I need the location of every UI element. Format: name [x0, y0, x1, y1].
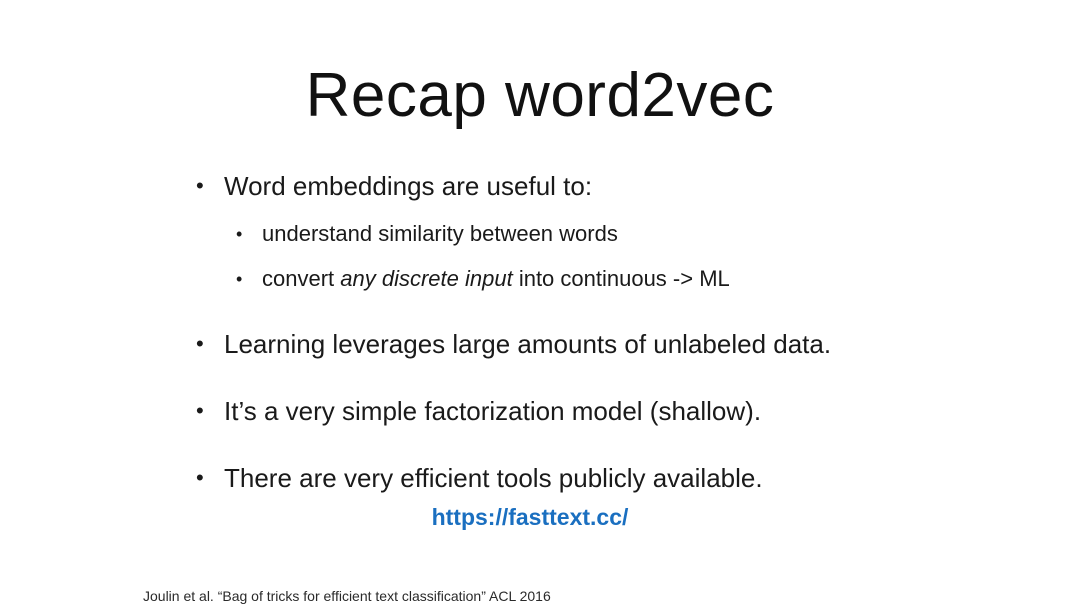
sub-bullet-text: understand similarity between words	[262, 221, 618, 246]
sub-bullet-suffix: into continuous -> ML	[512, 266, 730, 291]
citation: Joulin et al. “Bag of tricks for efficient text classification” ACL 2016	[143, 588, 551, 604]
sub-bullet-emphasis: any discrete input	[340, 266, 513, 291]
bullet-icon: •	[196, 465, 204, 490]
sub-bullet-prefix: convert	[262, 266, 341, 291]
bullet-text: Learning leverages large amounts of unlabeled data.	[224, 329, 832, 359]
bullet-icon: •	[196, 331, 204, 356]
fasttext-link[interactable]: https://fasttext.cc/	[431, 504, 629, 530]
bullet-icon: •	[196, 398, 204, 423]
bullet-text: It’s a very simple factorization model (shallow).	[224, 396, 762, 426]
bullet-text: Word embeddings are useful to:	[224, 171, 593, 201]
bullet-icon: •	[236, 224, 243, 244]
bullet-icon: •	[196, 173, 204, 198]
sub-bullet-text	[262, 264, 730, 294]
slide-title: Recap word2vec	[305, 61, 775, 130]
bullet-text: There are very efficient tools publicly available.	[224, 463, 763, 493]
bullet-icon: •	[236, 269, 243, 289]
